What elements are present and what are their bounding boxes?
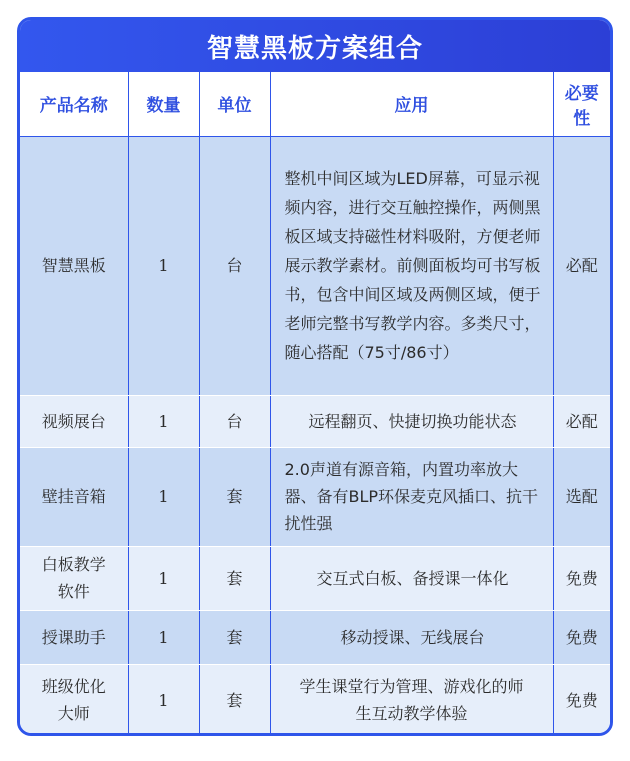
table-row — [20, 136, 610, 395]
cell-app: 移动授课、无线展台 — [270, 610, 553, 664]
cell-name: 视频展台 — [20, 395, 128, 447]
cell-app: 交互式白板、备授课一体化 — [270, 546, 553, 610]
table-row — [20, 610, 610, 664]
header-unit: 单位 — [199, 72, 270, 136]
cell-app: 学生课堂行为管理、游戏化的师生互动教学体验 — [270, 664, 553, 736]
cell-required: 免费 — [553, 664, 610, 736]
cell-required: 选配 — [553, 447, 610, 546]
cell-unit: 套 — [199, 610, 270, 664]
table-row — [20, 546, 610, 610]
cell-qty: 1 — [128, 395, 199, 447]
cell-unit: 套 — [199, 447, 270, 546]
cell-qty: 1 — [128, 546, 199, 610]
cell-required: 免费 — [553, 610, 610, 664]
product-table — [20, 72, 610, 736]
table-header-row — [20, 72, 610, 136]
cell-qty: 1 — [128, 610, 199, 664]
cell-name: 壁挂音箱 — [20, 447, 128, 546]
cell-qty: 1 — [128, 664, 199, 736]
cell-name: 白板教学软件 — [20, 546, 128, 610]
header-app: 应用 — [270, 72, 553, 136]
cell-required: 免费 — [553, 546, 610, 610]
cell-name: 智慧黑板 — [20, 136, 128, 395]
solution-card — [17, 17, 613, 736]
header-name: 产品名称 — [20, 72, 128, 136]
cell-name: 班级优化大师 — [20, 664, 128, 736]
cell-qty: 1 — [128, 447, 199, 546]
cell-name: 授课助手 — [20, 610, 128, 664]
cell-unit: 套 — [199, 664, 270, 736]
table-row — [20, 395, 610, 447]
cell-unit: 台 — [199, 395, 270, 447]
cell-app: 整机中间区域为LED屏幕，可显示视频内容，进行交互触控操作，两侧黑板区域支持磁性材料吸附，方便老师展示教学素材。前侧面板均可书写板书，包含中间区域及两侧区域，便于老师完整书写教学内容。多类尺寸，随心搭配（75寸/86寸） — [270, 136, 553, 395]
header-qty: 数量 — [128, 72, 199, 136]
cell-required: 必配 — [553, 395, 610, 447]
card-title: 智慧黑板方案组合 — [20, 20, 610, 72]
cell-unit: 台 — [199, 136, 270, 395]
cell-app: 2.0声道有源音箱，内置功率放大器、备有BLP环保麦克风插口、抗干扰性强 — [270, 447, 553, 546]
cell-unit: 套 — [199, 546, 270, 610]
table-row — [20, 664, 610, 736]
cell-required: 必配 — [553, 136, 610, 395]
cell-qty: 1 — [128, 136, 199, 395]
header-required: 必要性 — [553, 72, 610, 136]
table-row — [20, 447, 610, 546]
cell-app: 远程翻页、快捷切换功能状态 — [270, 395, 553, 447]
